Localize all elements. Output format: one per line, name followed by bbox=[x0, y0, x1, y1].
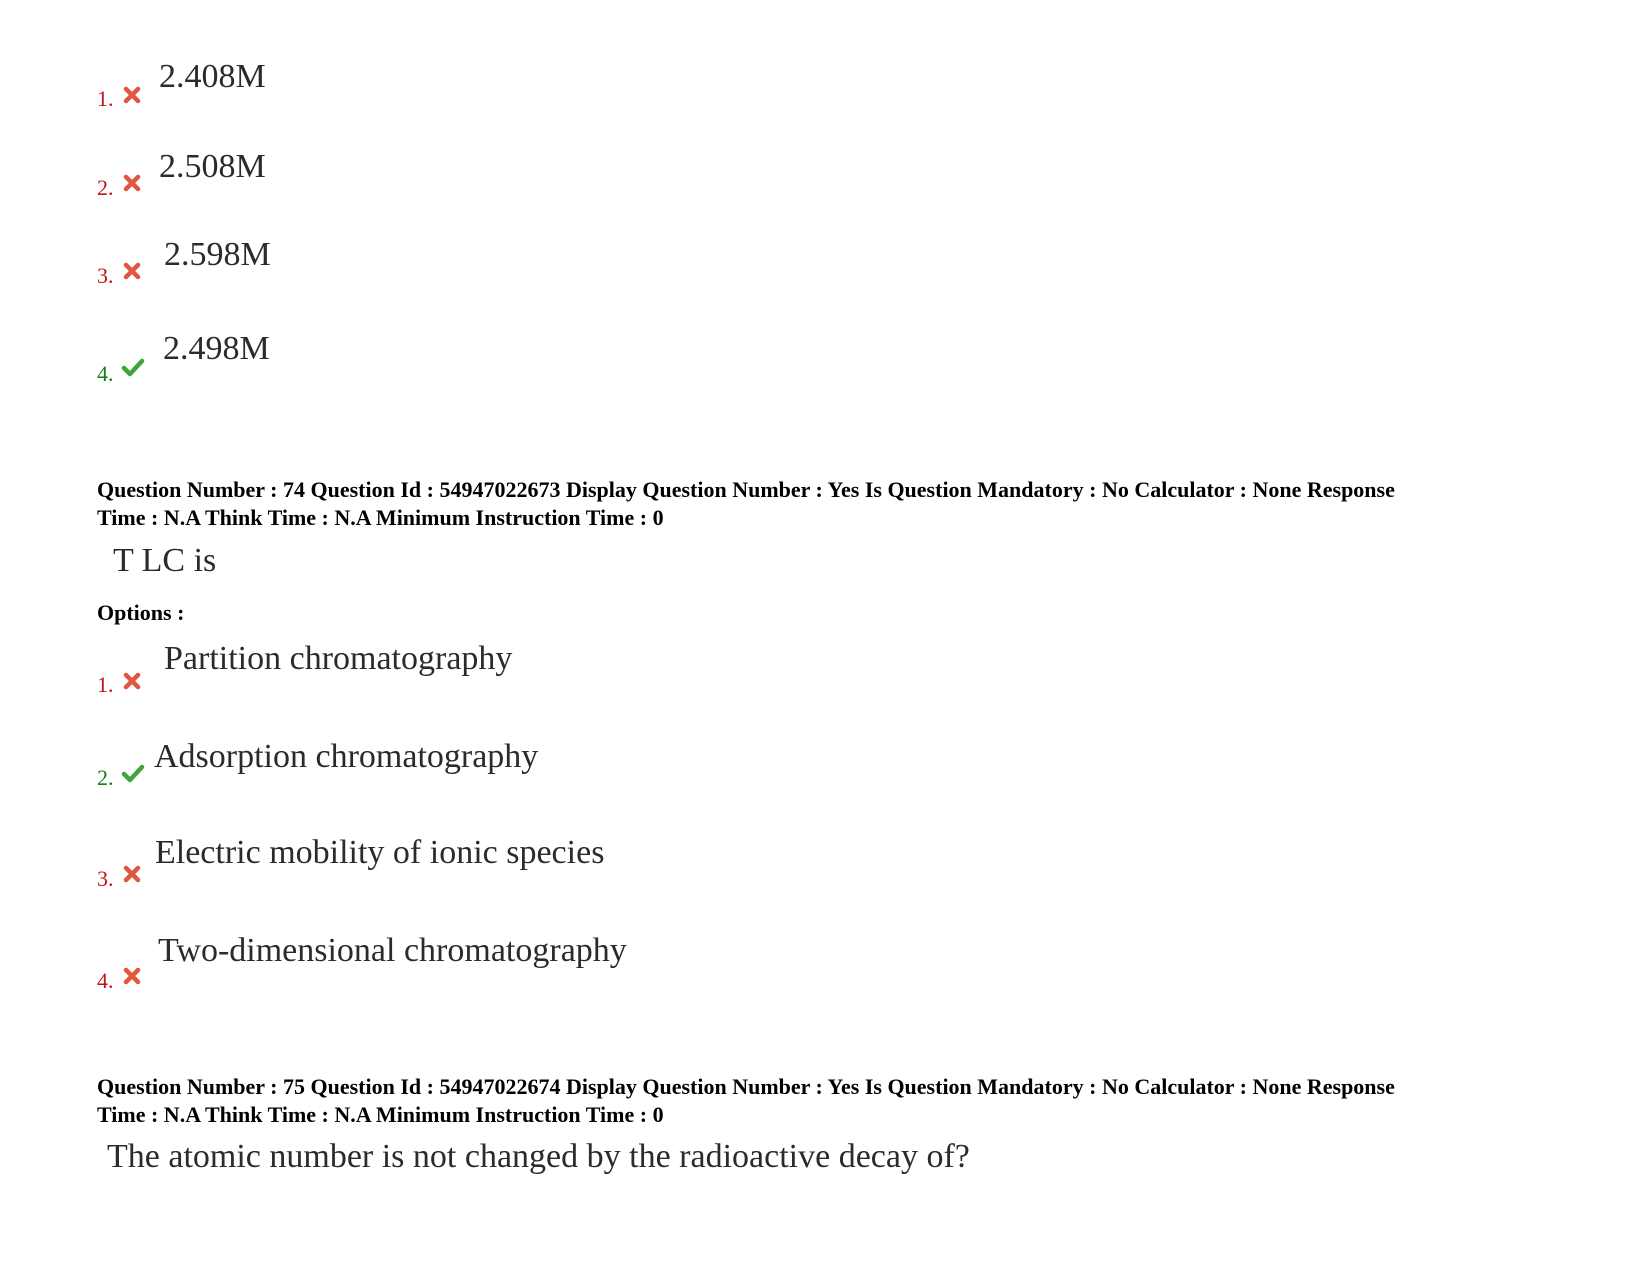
option-text: 2.508M bbox=[159, 148, 266, 185]
option-number: 4. bbox=[97, 968, 114, 993]
option-text: 2.498M bbox=[163, 330, 270, 367]
option-text: Partition chromatography bbox=[164, 640, 513, 677]
meta-line-1: Question Number : 75 Question Id : 54947022674 Display Question Number : Yes Is Question Mandatory : No Calculator : None Response bbox=[97, 1074, 1395, 1099]
option-text: 2.598M bbox=[164, 236, 271, 273]
options-label: Options : bbox=[97, 600, 185, 625]
cross-icon bbox=[121, 670, 143, 692]
option-text: Adsorption chromatography bbox=[154, 738, 539, 775]
option-text: Electric mobility of ionic species bbox=[155, 834, 605, 871]
option-number: 2. bbox=[97, 175, 114, 200]
option-text: 2.408M bbox=[159, 58, 266, 95]
option-number: 4. bbox=[97, 361, 114, 386]
check-icon bbox=[121, 762, 145, 784]
cross-icon bbox=[121, 172, 143, 194]
option-number: 1. bbox=[97, 86, 114, 111]
option-number: 3. bbox=[97, 866, 114, 891]
cross-icon bbox=[121, 260, 143, 282]
option-number: 2. bbox=[97, 765, 114, 790]
question-74-text: T LC is bbox=[113, 542, 217, 579]
option-number: 3. bbox=[97, 263, 114, 288]
meta-line-1: Question Number : 74 Question Id : 54947022673 Display Question Number : Yes Is Question Mandatory : No Calculator : None Response bbox=[97, 477, 1395, 502]
question-75-meta bbox=[97, 1073, 1597, 1129]
option-number: 1. bbox=[97, 672, 114, 697]
cross-icon bbox=[121, 863, 143, 885]
cross-icon bbox=[121, 965, 143, 987]
question-75-text: The atomic number is not changed by the radioactive decay of? bbox=[107, 1138, 970, 1175]
check-icon bbox=[121, 356, 145, 378]
question-74-meta bbox=[97, 476, 1597, 532]
cross-icon bbox=[121, 84, 143, 106]
option-text: Two-dimensional chromatography bbox=[158, 932, 627, 969]
meta-line-2: Time : N.A Think Time : N.A Minimum Instruction Time : 0 bbox=[97, 1102, 664, 1127]
meta-line-2: Time : N.A Think Time : N.A Minimum Instruction Time : 0 bbox=[97, 505, 664, 530]
